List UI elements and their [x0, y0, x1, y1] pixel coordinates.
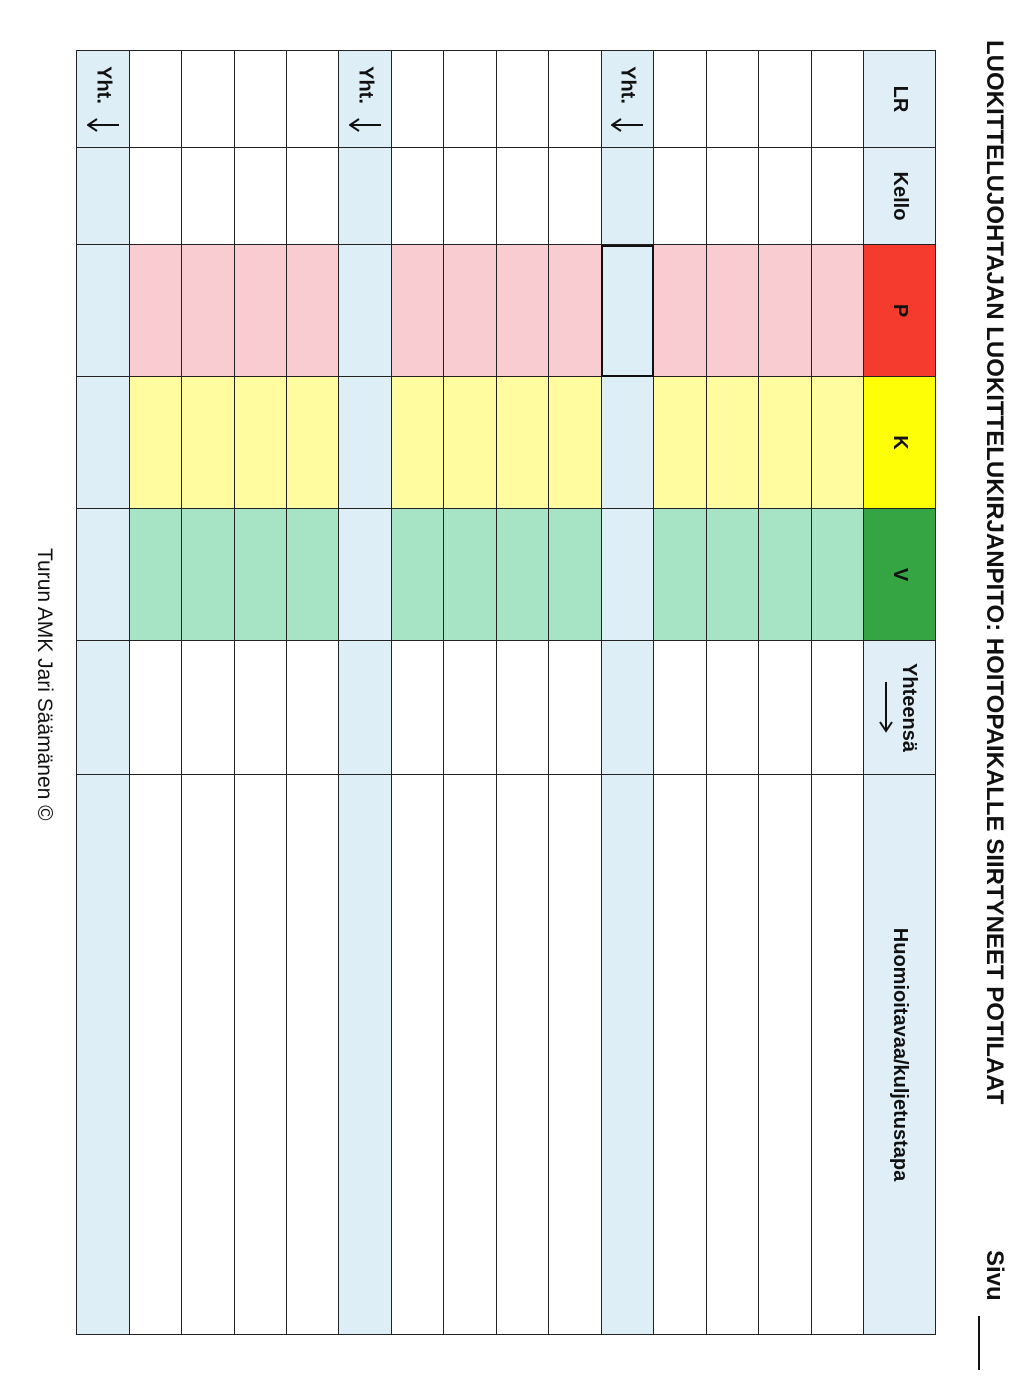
cell-huomioitavaa[interactable]	[811, 775, 863, 1335]
cell-kello[interactable]	[391, 148, 443, 245]
total-cell-huomioitavaa[interactable]	[77, 775, 130, 1335]
cell-k[interactable]	[549, 377, 601, 509]
cell-v[interactable]	[182, 509, 234, 641]
cell-yhteensa[interactable]	[759, 641, 811, 775]
cell-p[interactable]	[549, 245, 601, 377]
cell-p[interactable]	[444, 245, 496, 377]
cell-huomioitavaa[interactable]	[391, 775, 443, 1335]
cell-lr[interactable]	[706, 51, 758, 148]
total-cell-k[interactable]	[77, 377, 130, 509]
table-row	[811, 51, 863, 1335]
cell-kello[interactable]	[444, 148, 496, 245]
form-title: LUOKITTELUJOHTAJAN LUOKITTELUKIRJANPITO: HOITOPAIKALLE SIIRTYNEET POTILAAT	[981, 40, 1008, 1105]
cell-lr[interactable]	[496, 51, 548, 148]
cell-k[interactable]	[706, 377, 758, 509]
header-k: K	[864, 377, 936, 509]
total-cell-k[interactable]	[339, 377, 391, 509]
cell-huomioitavaa[interactable]	[759, 775, 811, 1335]
cell-k[interactable]	[444, 377, 496, 509]
cell-v[interactable]	[759, 509, 811, 641]
header-lr: LR	[864, 51, 936, 148]
cell-huomioitavaa[interactable]	[287, 775, 339, 1335]
cell-p[interactable]	[391, 245, 443, 377]
cell-yhteensa[interactable]	[287, 641, 339, 775]
cell-kello[interactable]	[234, 148, 286, 245]
cell-kello[interactable]	[549, 148, 601, 245]
table-row	[706, 51, 758, 1335]
table-row	[182, 51, 234, 1335]
cell-kello[interactable]	[287, 148, 339, 245]
total-row	[601, 51, 653, 1335]
total-cell-p[interactable]	[601, 245, 653, 377]
cell-k[interactable]	[129, 377, 181, 509]
cell-yhteensa[interactable]	[234, 641, 286, 775]
cell-kello[interactable]	[496, 148, 548, 245]
total-cell-kello[interactable]	[601, 148, 653, 245]
table-row	[129, 51, 181, 1335]
cell-kello[interactable]	[129, 148, 181, 245]
cell-p[interactable]	[129, 245, 181, 377]
table-row	[496, 51, 548, 1335]
cell-lr[interactable]	[444, 51, 496, 148]
cell-v[interactable]	[287, 509, 339, 641]
cell-yhteensa[interactable]	[444, 641, 496, 775]
total-cell-v[interactable]	[339, 509, 391, 641]
arrow-down-icon	[349, 118, 381, 132]
page-number-blank[interactable]	[978, 1316, 980, 1370]
total-row	[339, 51, 391, 1335]
header-row	[864, 51, 936, 1335]
cell-kello[interactable]	[759, 148, 811, 245]
total-cell-v[interactable]	[601, 509, 653, 641]
total-label: Yht.	[617, 66, 640, 104]
total-cell-kello[interactable]	[77, 148, 130, 245]
cell-p[interactable]	[287, 245, 339, 377]
total-label-cell	[339, 51, 391, 148]
cell-p[interactable]	[496, 245, 548, 377]
triage-log-table	[76, 50, 936, 1335]
total-cell-k[interactable]	[601, 377, 653, 509]
cell-lr[interactable]	[811, 51, 863, 148]
cell-yhteensa[interactable]	[182, 641, 234, 775]
total-cell-p[interactable]	[339, 245, 391, 377]
table-row	[234, 51, 286, 1335]
cell-lr[interactable]	[129, 51, 181, 148]
header-kello: Kello	[864, 148, 936, 245]
table-row	[549, 51, 601, 1335]
cell-k[interactable]	[182, 377, 234, 509]
table-row	[654, 51, 706, 1335]
cell-huomioitavaa[interactable]	[654, 775, 706, 1335]
cell-yhteensa[interactable]	[391, 641, 443, 775]
cell-k[interactable]	[496, 377, 548, 509]
total-cell-kello[interactable]	[339, 148, 391, 245]
arrow-right-icon	[879, 682, 893, 734]
header-v: V	[864, 509, 936, 641]
total-label: Yht.	[354, 66, 377, 104]
total-cell-yhteensa[interactable]	[339, 641, 391, 775]
arrow-down-icon	[87, 118, 119, 132]
cell-p[interactable]	[234, 245, 286, 377]
cell-yhteensa[interactable]	[549, 641, 601, 775]
cell-v[interactable]	[654, 509, 706, 641]
cell-p[interactable]	[182, 245, 234, 377]
cell-p[interactable]	[759, 245, 811, 377]
table-body	[77, 51, 864, 1335]
cell-k[interactable]	[654, 377, 706, 509]
cell-k[interactable]	[759, 377, 811, 509]
header-yhteensa	[864, 641, 936, 775]
cell-k[interactable]	[287, 377, 339, 509]
header-huomioitavaa: Huomioitavaa/kuljetustapa	[864, 775, 936, 1335]
header-yhteensa-label: Yhteensä	[898, 663, 920, 752]
table-row	[444, 51, 496, 1335]
cell-v[interactable]	[811, 509, 863, 641]
cell-huomioitavaa[interactable]	[129, 775, 181, 1335]
cell-kello[interactable]	[182, 148, 234, 245]
cell-huomioitavaa[interactable]	[706, 775, 758, 1335]
cell-yhteensa[interactable]	[129, 641, 181, 775]
cell-k[interactable]	[234, 377, 286, 509]
cell-huomioitavaa[interactable]	[549, 775, 601, 1335]
cell-p[interactable]	[811, 245, 863, 377]
cell-lr[interactable]	[182, 51, 234, 148]
total-cell-p[interactable]	[77, 245, 130, 377]
cell-lr[interactable]	[234, 51, 286, 148]
total-label: Yht.	[92, 66, 115, 104]
cell-v[interactable]	[129, 509, 181, 641]
cell-yhteensa[interactable]	[706, 641, 758, 775]
cell-yhteensa[interactable]	[811, 641, 863, 775]
total-label-cell	[77, 51, 130, 148]
arrow-down-icon	[611, 118, 643, 132]
total-cell-yhteensa[interactable]	[601, 641, 653, 775]
header-p: P	[864, 245, 936, 377]
cell-kello[interactable]	[811, 148, 863, 245]
cell-huomioitavaa[interactable]	[182, 775, 234, 1335]
footer-credit: Turun AMK Jari Säämänen ©	[33, 548, 56, 821]
total-cell-huomioitavaa[interactable]	[601, 775, 653, 1335]
cell-lr[interactable]	[391, 51, 443, 148]
table-row	[759, 51, 811, 1335]
cell-huomioitavaa[interactable]	[496, 775, 548, 1335]
cell-kello[interactable]	[654, 148, 706, 245]
cell-k[interactable]	[391, 377, 443, 509]
total-cell-v[interactable]	[77, 509, 130, 641]
table-row	[391, 51, 443, 1335]
cell-lr[interactable]	[287, 51, 339, 148]
cell-huomioitavaa[interactable]	[234, 775, 286, 1335]
cell-lr[interactable]	[759, 51, 811, 148]
cell-k[interactable]	[811, 377, 863, 509]
cell-v[interactable]	[234, 509, 286, 641]
cell-lr[interactable]	[654, 51, 706, 148]
cell-v[interactable]	[549, 509, 601, 641]
cell-yhteensa[interactable]	[496, 641, 548, 775]
cell-lr[interactable]	[549, 51, 601, 148]
cell-p[interactable]	[654, 245, 706, 377]
cell-v[interactable]	[496, 509, 548, 641]
cell-v[interactable]	[706, 509, 758, 641]
cell-v[interactable]	[391, 509, 443, 641]
page-number-label: Sivu	[981, 1250, 1008, 1301]
total-cell-huomioitavaa[interactable]	[339, 775, 391, 1335]
total-label-cell	[601, 51, 653, 148]
cell-yhteensa[interactable]	[654, 641, 706, 775]
cell-p[interactable]	[706, 245, 758, 377]
cell-kello[interactable]	[706, 148, 758, 245]
cell-v[interactable]	[444, 509, 496, 641]
cell-huomioitavaa[interactable]	[444, 775, 496, 1335]
total-row	[77, 51, 130, 1335]
table-row	[287, 51, 339, 1335]
total-cell-yhteensa[interactable]	[77, 641, 130, 775]
